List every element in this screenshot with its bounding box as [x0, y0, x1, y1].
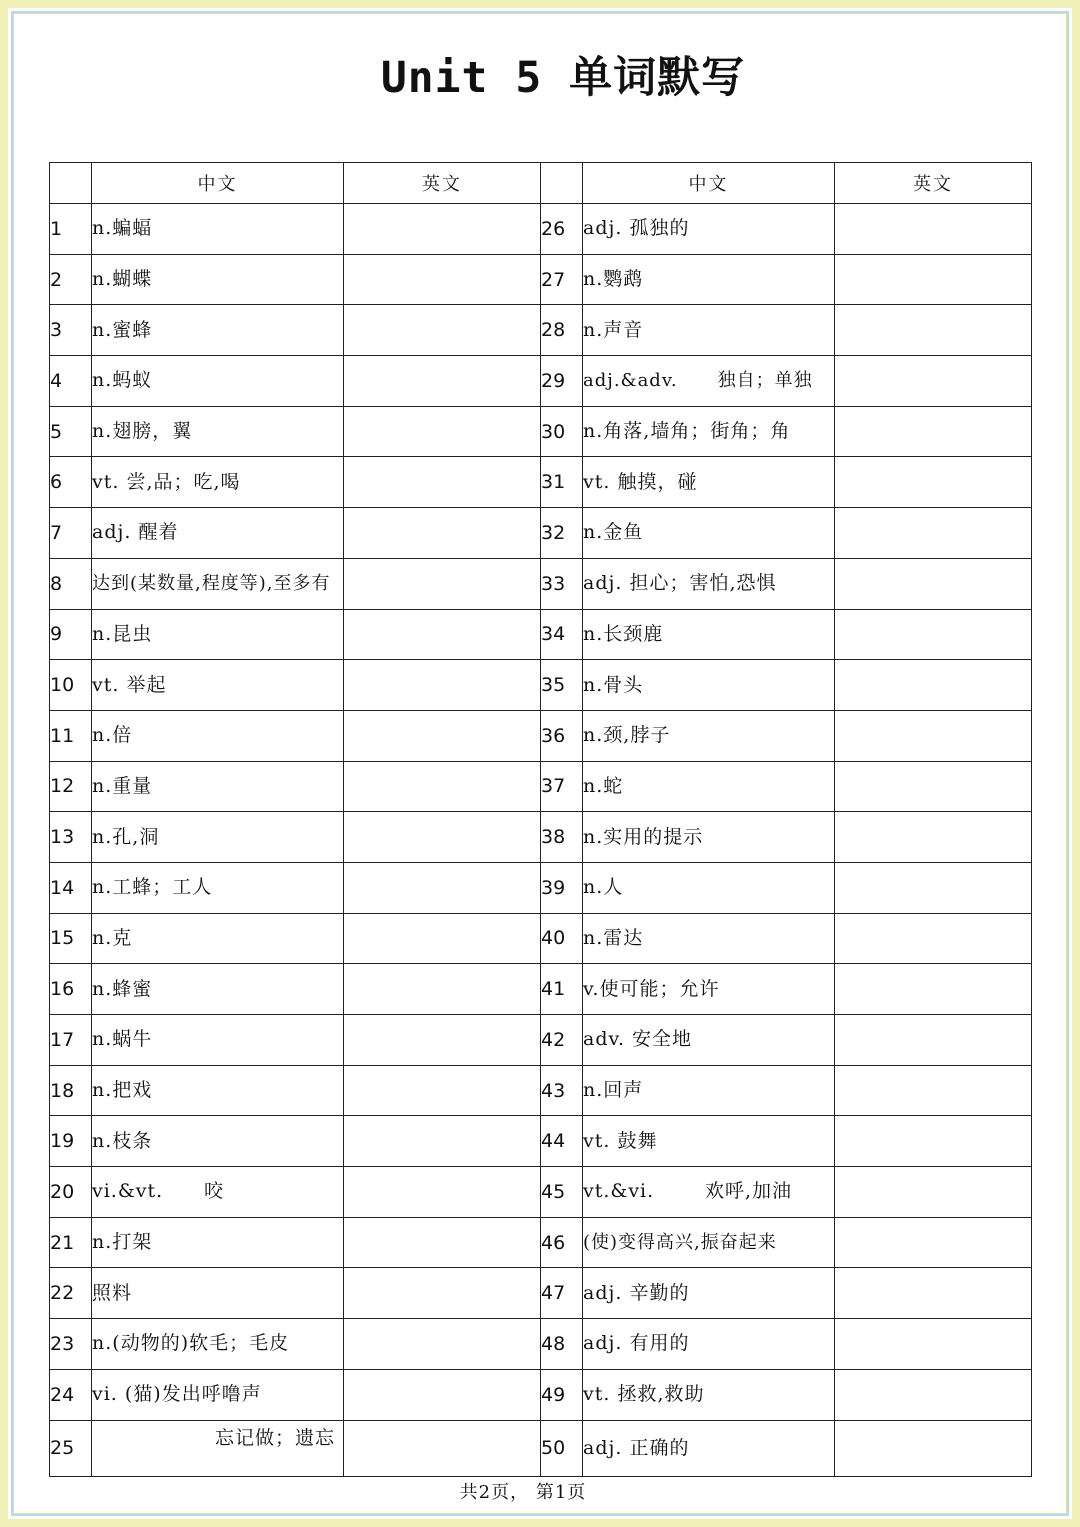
vocabulary-table — [49, 162, 1032, 1477]
chinese-meaning — [92, 1116, 344, 1167]
table-header-row — [50, 163, 1032, 204]
chinese-meaning — [92, 1420, 344, 1477]
english-answer-blank[interactable] — [835, 1116, 1032, 1167]
meaning-text: vt. 举起 — [92, 673, 167, 696]
word-number: 18 — [50, 1065, 92, 1116]
english-answer-blank[interactable] — [835, 204, 1032, 255]
english-answer-blank[interactable] — [835, 1015, 1032, 1066]
meaning-text: n.打架 — [92, 1231, 153, 1254]
word-number: 34 — [541, 609, 583, 660]
word-number: 28 — [541, 305, 583, 356]
english-answer-blank[interactable] — [835, 1167, 1032, 1218]
english-answer-blank[interactable] — [835, 609, 1032, 660]
meaning-text: n.重量 — [92, 774, 153, 797]
chinese-meaning — [583, 1369, 835, 1420]
table-row — [50, 609, 1032, 660]
chinese-meaning — [92, 761, 344, 812]
word-number: 9 — [50, 609, 92, 660]
word-number: 6 — [50, 457, 92, 508]
english-answer-blank[interactable] — [835, 305, 1032, 356]
table-row — [50, 913, 1032, 964]
table-row — [50, 508, 1032, 559]
word-number: 19 — [50, 1116, 92, 1167]
word-number: 8 — [50, 558, 92, 609]
chinese-meaning — [583, 406, 835, 457]
meaning-text: adv. 安全地 — [583, 1028, 693, 1051]
word-number: 24 — [50, 1369, 92, 1420]
meaning-text: n.昆虫 — [92, 622, 153, 645]
english-answer-blank[interactable] — [344, 558, 541, 609]
english-answer-blank[interactable] — [835, 558, 1032, 609]
header-number-left — [50, 163, 92, 204]
chinese-meaning — [583, 457, 835, 508]
chinese-meaning — [583, 1268, 835, 1319]
word-number: 49 — [541, 1369, 583, 1420]
word-number: 4 — [50, 356, 92, 407]
table-row — [50, 1217, 1032, 1268]
header-chinese-left: 中文 — [92, 163, 344, 204]
english-answer-blank[interactable] — [835, 457, 1032, 508]
meaning-text: v.使可能；允许 — [583, 977, 720, 1000]
word-number: 36 — [541, 710, 583, 761]
table-row — [50, 1116, 1032, 1167]
meaning-text: 照料 — [92, 1281, 133, 1304]
meaning-text: n.(动物的)软毛；毛皮 — [92, 1332, 290, 1355]
page-footer: 共2页， 第1页 — [459, 1482, 587, 1503]
header-english-left: 英文 — [344, 163, 541, 204]
english-answer-blank[interactable] — [835, 356, 1032, 407]
word-number: 29 — [541, 356, 583, 407]
chinese-meaning — [92, 812, 344, 863]
english-answer-blank[interactable] — [835, 1268, 1032, 1319]
word-number: 38 — [541, 812, 583, 863]
english-answer-blank[interactable] — [344, 356, 541, 407]
chinese-meaning — [92, 1319, 344, 1370]
word-number: 7 — [50, 508, 92, 559]
word-number: 26 — [541, 204, 583, 255]
header-english-right: 英文 — [835, 163, 1032, 204]
table-row — [50, 305, 1032, 356]
chinese-meaning — [583, 812, 835, 863]
table-row — [50, 406, 1032, 457]
english-answer-blank[interactable] — [344, 710, 541, 761]
english-answer-blank[interactable] — [344, 1167, 541, 1218]
english-answer-blank[interactable] — [835, 1217, 1032, 1268]
english-answer-blank[interactable] — [344, 508, 541, 559]
english-answer-blank[interactable] — [344, 1420, 541, 1477]
meaning-text: n.角落,墙角；街角；角 — [583, 420, 791, 443]
word-number: 5 — [50, 406, 92, 457]
english-answer-blank[interactable] — [344, 660, 541, 711]
table-row — [50, 1369, 1032, 1420]
chinese-meaning — [583, 862, 835, 913]
chinese-meaning — [92, 1015, 344, 1066]
table-row — [50, 558, 1032, 609]
chinese-meaning — [92, 305, 344, 356]
word-number: 32 — [541, 508, 583, 559]
chinese-meaning — [92, 710, 344, 761]
english-answer-blank[interactable] — [344, 204, 541, 255]
meaning-text: n.蛇 — [583, 774, 624, 797]
meaning-text: n.骨头 — [583, 673, 644, 696]
meaning-text: n.克 — [92, 926, 133, 949]
english-answer-blank[interactable] — [344, 1015, 541, 1066]
english-answer-blank[interactable] — [835, 964, 1032, 1015]
meaning-text: adj. 辛勤的 — [583, 1281, 690, 1304]
chinese-meaning — [583, 913, 835, 964]
meaning-text: n.长颈鹿 — [583, 622, 664, 645]
chinese-meaning — [583, 254, 835, 305]
english-answer-blank[interactable] — [835, 406, 1032, 457]
word-number: 41 — [541, 964, 583, 1015]
word-number: 39 — [541, 862, 583, 913]
word-number: 11 — [50, 710, 92, 761]
word-number: 17 — [50, 1015, 92, 1066]
word-number: 35 — [541, 660, 583, 711]
word-number: 37 — [541, 761, 583, 812]
english-answer-blank[interactable] — [835, 913, 1032, 964]
meaning-text: n.声音 — [583, 318, 644, 341]
meaning-text: 咬 — [204, 1180, 225, 1203]
meaning-text: adj. 正确的 — [583, 1436, 690, 1459]
table-row — [50, 457, 1032, 508]
word-number: 25 — [50, 1420, 92, 1477]
chinese-meaning — [92, 1167, 344, 1218]
meaning-text: n.金鱼 — [583, 521, 644, 544]
word-number: 46 — [541, 1217, 583, 1268]
meaning-text: vt. 拯救,救助 — [583, 1383, 705, 1406]
english-answer-blank[interactable] — [344, 761, 541, 812]
table-row — [50, 1420, 1032, 1477]
meaning-text: adj. 孤独的 — [583, 217, 690, 240]
chinese-meaning — [92, 862, 344, 913]
english-answer-blank[interactable] — [344, 913, 541, 964]
part-of-speech: vt.&vi. — [583, 1180, 655, 1203]
chinese-meaning — [583, 508, 835, 559]
meaning-text: n.蚂蚁 — [92, 369, 153, 392]
english-answer-blank[interactable] — [344, 1319, 541, 1370]
chinese-meaning — [92, 457, 344, 508]
meaning-text: vt. 触摸，碰 — [583, 470, 698, 493]
meaning-text: n.蜂蜜 — [92, 977, 153, 1000]
meaning-text: 独自；单独 — [717, 370, 813, 392]
english-answer-blank[interactable] — [835, 660, 1032, 711]
english-answer-blank[interactable] — [344, 305, 541, 356]
chinese-meaning — [92, 1369, 344, 1420]
meaning-text: n.蜜蜂 — [92, 318, 153, 341]
table-row — [50, 660, 1032, 711]
meaning-text: n.蜗牛 — [92, 1028, 153, 1051]
chinese-meaning — [583, 710, 835, 761]
chinese-meaning — [92, 913, 344, 964]
word-number: 23 — [50, 1319, 92, 1370]
word-number: 15 — [50, 913, 92, 964]
chinese-meaning — [583, 356, 835, 407]
meaning-text: n.回声 — [583, 1079, 644, 1102]
meaning-text: 达到(某数量,程度等),至多有 — [92, 573, 331, 595]
english-answer-blank[interactable] — [344, 254, 541, 305]
chinese-meaning — [583, 964, 835, 1015]
chinese-meaning — [583, 305, 835, 356]
chinese-meaning — [583, 761, 835, 812]
english-answer-blank[interactable] — [344, 1268, 541, 1319]
meaning-text: n.倍 — [92, 724, 133, 747]
part-of-speech: vi.&vt. — [92, 1180, 164, 1203]
chinese-meaning — [92, 1217, 344, 1268]
word-number: 10 — [50, 660, 92, 711]
meaning-text: adj. 有用的 — [583, 1332, 690, 1355]
chinese-meaning — [92, 1065, 344, 1116]
table-row — [50, 356, 1032, 407]
chinese-meaning — [92, 508, 344, 559]
english-answer-blank[interactable] — [835, 862, 1032, 913]
english-answer-blank[interactable] — [835, 1319, 1032, 1370]
chinese-meaning — [583, 1217, 835, 1268]
meaning-text: vt. 鼓舞 — [583, 1129, 658, 1152]
english-answer-blank[interactable] — [344, 812, 541, 863]
table-row — [50, 964, 1032, 1015]
english-answer-blank[interactable] — [835, 1065, 1032, 1116]
english-answer-blank[interactable] — [344, 1217, 541, 1268]
word-number: 44 — [541, 1116, 583, 1167]
english-answer-blank[interactable] — [344, 609, 541, 660]
chinese-meaning — [92, 558, 344, 609]
chinese-meaning — [92, 356, 344, 407]
meaning-text: vt. 尝,品；吃,喝 — [92, 470, 241, 493]
word-number: 2 — [50, 254, 92, 305]
word-number: 40 — [541, 913, 583, 964]
meaning-text: n.颈,脖子 — [583, 724, 671, 747]
english-answer-blank[interactable] — [344, 1369, 541, 1420]
chinese-meaning — [583, 609, 835, 660]
word-number: 31 — [541, 457, 583, 508]
meaning-text: n.实用的提示 — [583, 825, 704, 848]
english-answer-blank[interactable] — [344, 457, 541, 508]
meaning-text: n.雷达 — [583, 926, 644, 949]
page-title: Unit 5 单词默写 — [380, 53, 746, 103]
chinese-meaning — [583, 660, 835, 711]
word-number: 14 — [50, 862, 92, 913]
table-row — [50, 710, 1032, 761]
chinese-meaning — [92, 964, 344, 1015]
header-number-right — [541, 163, 583, 204]
english-answer-blank[interactable] — [835, 812, 1032, 863]
word-number: 30 — [541, 406, 583, 457]
chinese-meaning — [583, 1015, 835, 1066]
word-number: 42 — [541, 1015, 583, 1066]
word-number: 12 — [50, 761, 92, 812]
meaning-text: n.蝙蝠 — [92, 217, 153, 240]
meaning-text: n.枝条 — [92, 1129, 153, 1152]
english-answer-blank[interactable] — [835, 1369, 1032, 1420]
chinese-meaning — [92, 204, 344, 255]
english-answer-blank[interactable] — [344, 406, 541, 457]
chinese-meaning — [92, 406, 344, 457]
word-number: 48 — [541, 1319, 583, 1370]
meaning-text: n.翅膀，翼 — [92, 420, 193, 443]
chinese-meaning — [583, 1420, 835, 1477]
table-row — [50, 204, 1032, 255]
table-row — [50, 761, 1032, 812]
chinese-meaning — [92, 254, 344, 305]
meaning-text: n.工蜂；工人 — [92, 876, 213, 899]
chinese-meaning — [583, 1319, 835, 1370]
word-number: 33 — [541, 558, 583, 609]
chinese-meaning — [92, 660, 344, 711]
word-number: 13 — [50, 812, 92, 863]
word-number: 50 — [541, 1420, 583, 1477]
chinese-meaning — [92, 1268, 344, 1319]
word-number: 1 — [50, 204, 92, 255]
table-row — [50, 1065, 1032, 1116]
word-number: 20 — [50, 1167, 92, 1218]
table-row — [50, 254, 1032, 305]
table-row — [50, 1319, 1032, 1370]
english-answer-blank[interactable] — [344, 1116, 541, 1167]
meaning-text: vi. (猫)发出呼噜声 — [92, 1383, 262, 1406]
chinese-meaning — [92, 609, 344, 660]
meaning-text: 欢呼,加油 — [705, 1180, 793, 1203]
table-row — [50, 862, 1032, 913]
chinese-meaning — [583, 1167, 835, 1218]
table-row — [50, 1167, 1032, 1218]
word-number: 45 — [541, 1167, 583, 1218]
english-answer-blank[interactable] — [835, 508, 1032, 559]
meaning-text: 忘记做；遗忘 — [214, 1426, 335, 1449]
word-number: 3 — [50, 305, 92, 356]
chinese-meaning — [583, 1065, 835, 1116]
word-number: 27 — [541, 254, 583, 305]
chinese-meaning — [583, 204, 835, 255]
meaning-text: n.鹦鹉 — [583, 268, 644, 291]
meaning-text: adj. 担心；害怕,恐惧 — [583, 572, 777, 595]
meaning-text: (使)变得高兴,振奋起来 — [583, 1232, 777, 1254]
header-chinese-right: 中文 — [583, 163, 835, 204]
meaning-text: n.把戏 — [92, 1079, 153, 1102]
part-of-speech: adj.&adv. — [583, 370, 678, 392]
table-row — [50, 1268, 1032, 1319]
word-number: 43 — [541, 1065, 583, 1116]
table-row — [50, 812, 1032, 863]
word-number: 22 — [50, 1268, 92, 1319]
english-answer-blank[interactable] — [344, 964, 541, 1015]
chinese-meaning — [583, 1116, 835, 1167]
english-answer-blank[interactable] — [835, 1420, 1032, 1477]
english-answer-blank[interactable] — [835, 254, 1032, 305]
meaning-text: adj. 醒着 — [92, 521, 179, 544]
table-row — [50, 1015, 1032, 1066]
english-answer-blank[interactable] — [344, 1065, 541, 1116]
meaning-text: n.人 — [583, 876, 624, 899]
english-answer-blank[interactable] — [344, 862, 541, 913]
meaning-text: n.孔,洞 — [92, 825, 160, 848]
meaning-text: n.蝴蝶 — [92, 268, 153, 291]
word-number: 16 — [50, 964, 92, 1015]
english-answer-blank[interactable] — [835, 761, 1032, 812]
word-number: 21 — [50, 1217, 92, 1268]
english-answer-blank[interactable] — [835, 710, 1032, 761]
chinese-meaning — [583, 558, 835, 609]
word-number: 47 — [541, 1268, 583, 1319]
